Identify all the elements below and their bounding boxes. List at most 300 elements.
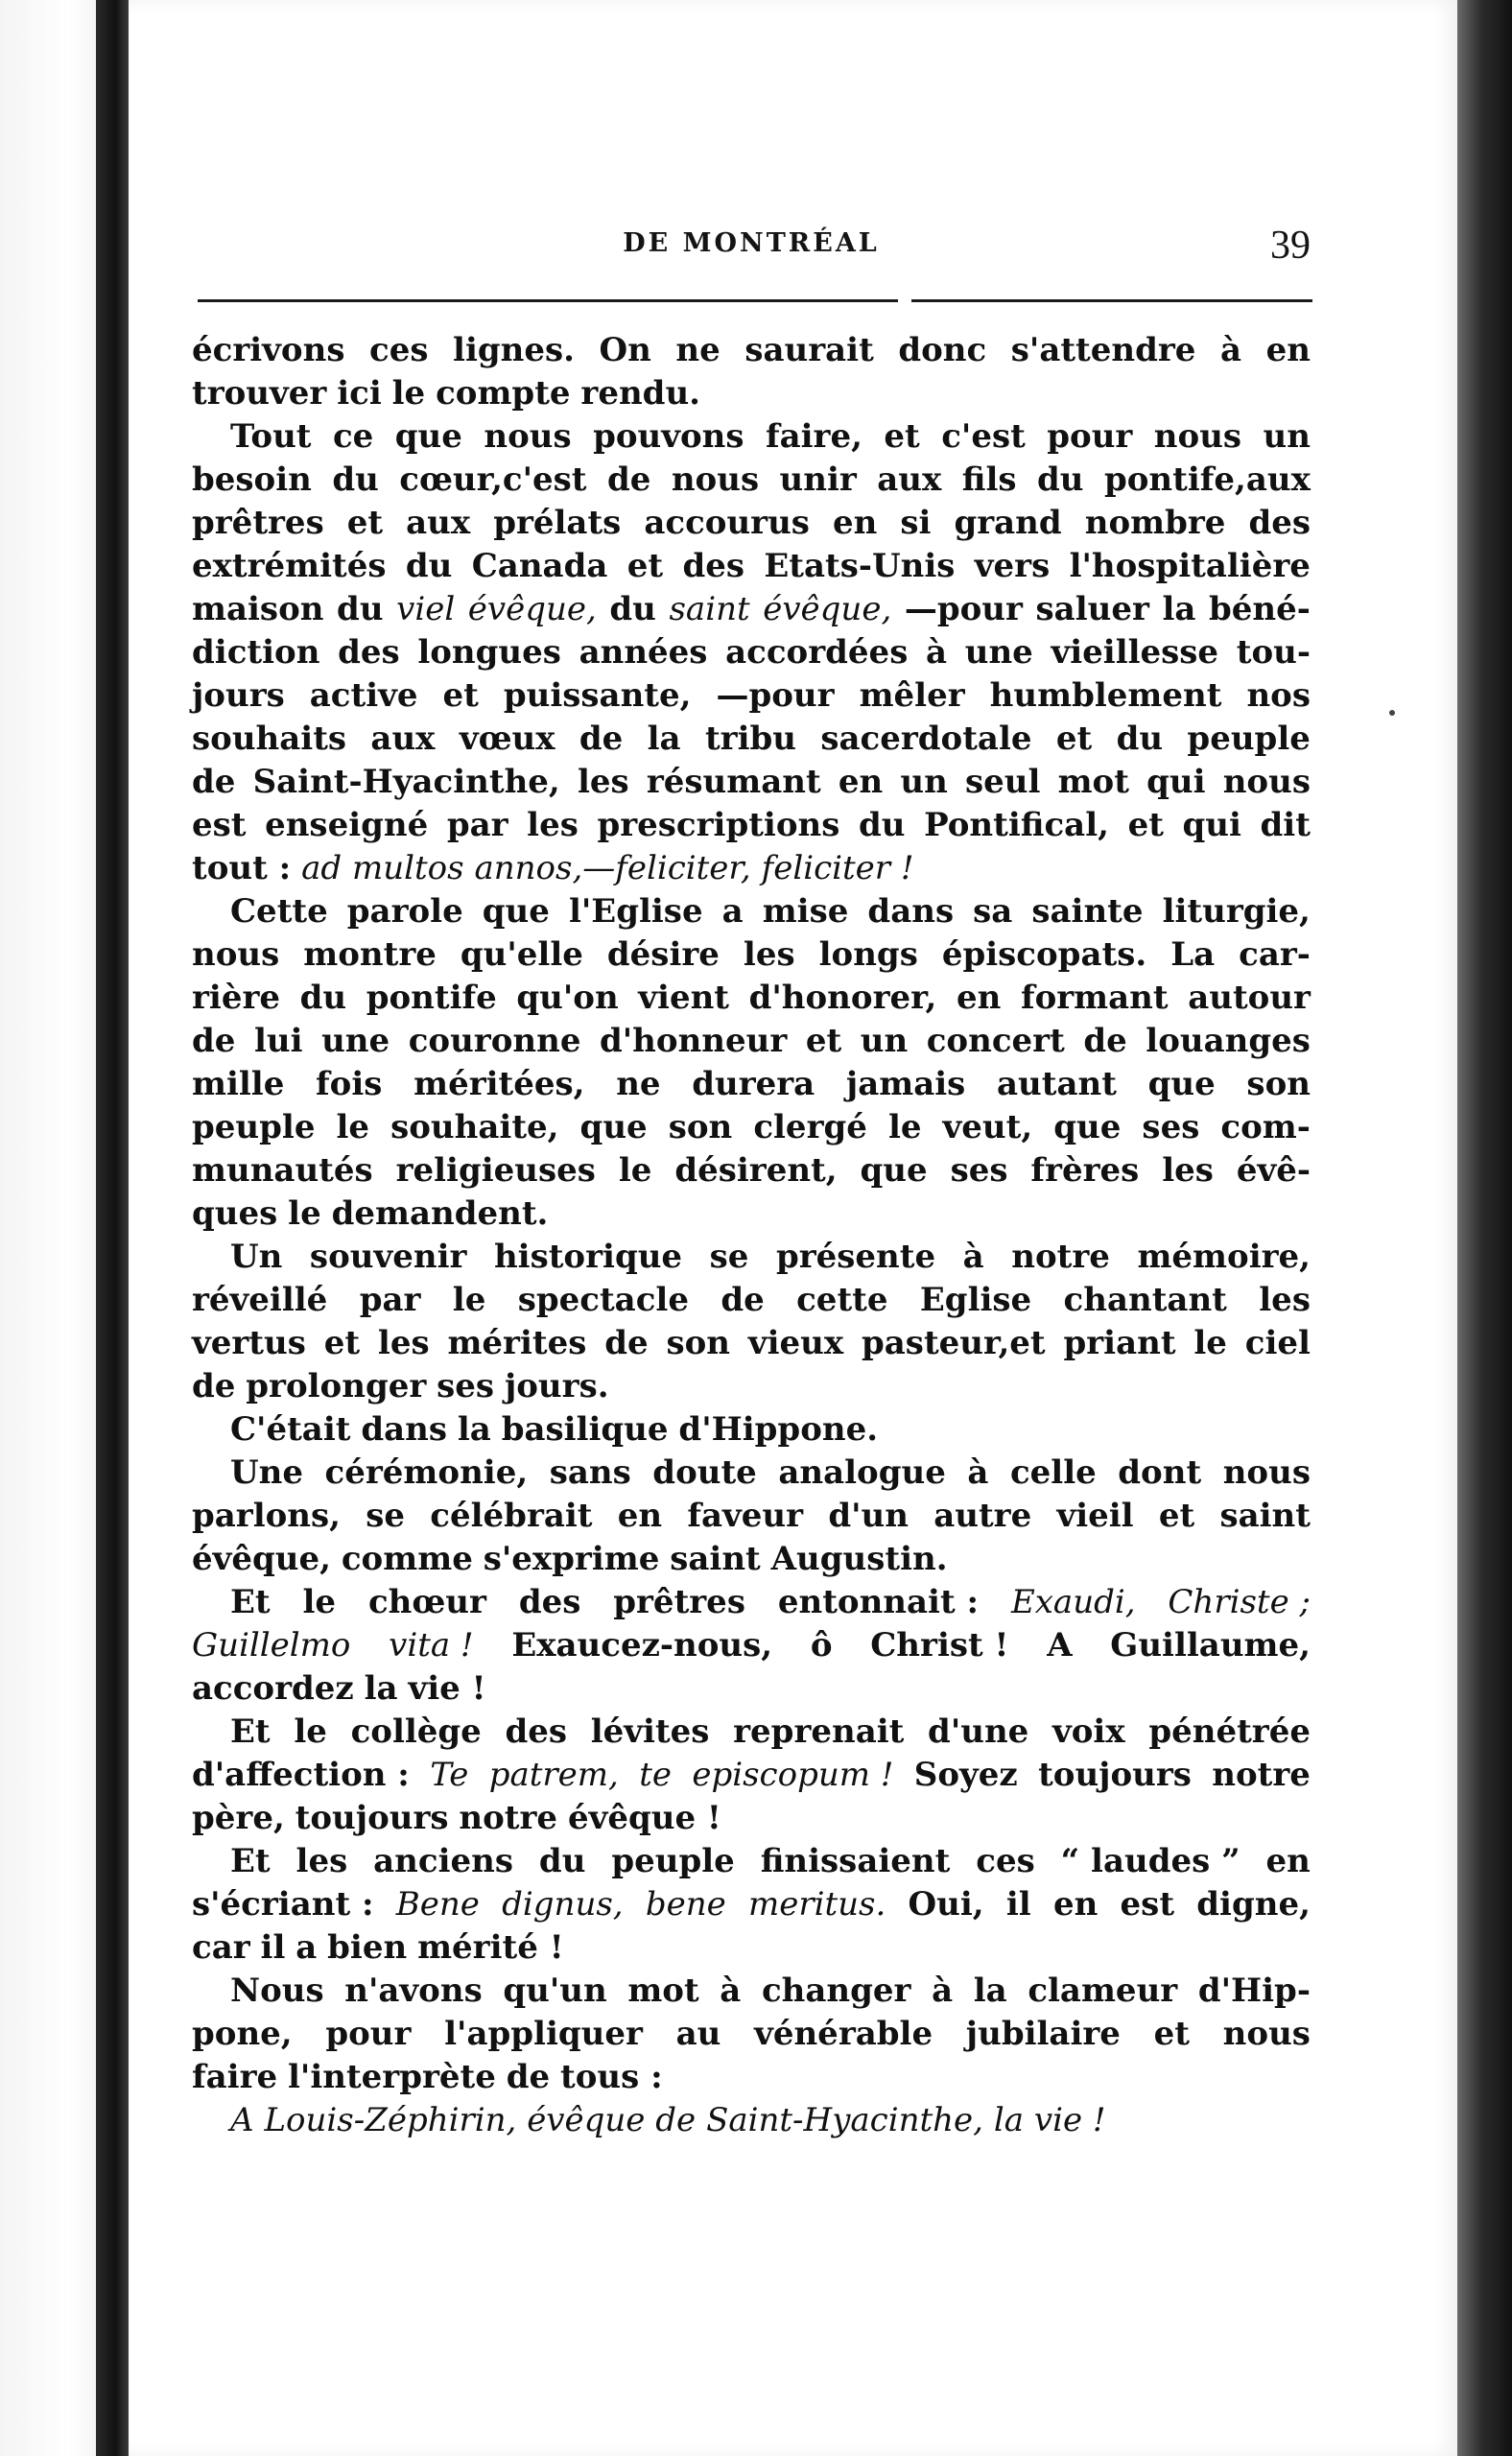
word: Et (230, 1712, 271, 1751)
word: tout : (192, 849, 292, 887)
word: en (617, 1497, 663, 1535)
word: sacerdotale (820, 720, 1032, 758)
word: mot (627, 1972, 699, 2010)
word: et (323, 1324, 361, 1362)
text-line (192, 415, 1311, 459)
word: du (538, 1842, 586, 1880)
word: les (1162, 1151, 1214, 1190)
word: notre (1212, 1756, 1311, 1794)
word: et (1153, 2015, 1190, 2053)
word: l'interprète (288, 2058, 496, 2096)
text-line (192, 545, 1311, 588)
word: dont (1118, 1453, 1202, 1492)
word: du (299, 979, 347, 1017)
text-line (192, 1581, 1311, 1624)
word: du (609, 590, 656, 628)
word: d'une (928, 1712, 1029, 1751)
word: digne, (1196, 1885, 1311, 1924)
word: père, (192, 1799, 285, 1837)
italic-word: dignus, (502, 1885, 624, 1924)
word: jubilaire (965, 2015, 1121, 2053)
word: comme (341, 1540, 473, 1578)
word: l'Eglise (568, 892, 703, 931)
word: Pontifical, (924, 806, 1109, 844)
text-line (192, 804, 1311, 847)
word: présente (775, 1238, 936, 1276)
word: de (192, 1367, 236, 1405)
word: pénétrée (1148, 1712, 1311, 1751)
word: vers (974, 547, 1051, 585)
word: saurait (744, 331, 874, 369)
text-line (192, 329, 1311, 372)
text-line (192, 1970, 1311, 2013)
word: A (1047, 1626, 1073, 1665)
page-header (192, 223, 1311, 280)
text-line (192, 761, 1311, 804)
word: le (887, 1108, 922, 1146)
word: d'un (828, 1497, 909, 1535)
italic-word: Louis-Zéphirin, (264, 2101, 517, 2139)
text-line (192, 1063, 1311, 1106)
word: compte (436, 374, 571, 413)
text-line (192, 1408, 1311, 1452)
word: il (1005, 1885, 1031, 1924)
word: par (359, 1281, 421, 1319)
word: du (1116, 720, 1164, 758)
word: vieillesse (1051, 633, 1219, 672)
word: nous (1222, 763, 1311, 801)
word: mérité ! (417, 1928, 564, 1967)
word: ô (810, 1626, 833, 1665)
word: de (192, 1022, 236, 1060)
word: liturgie, (1162, 892, 1311, 931)
word: souvenir (309, 1238, 467, 1276)
word: Et (230, 1842, 271, 1880)
text-line (192, 1365, 1311, 1408)
word: vénérable (754, 2015, 933, 2053)
word: de (579, 720, 624, 758)
word: s'écriant : (192, 1885, 374, 1924)
word: trouver (192, 374, 327, 413)
word: dans (361, 1410, 448, 1449)
word: se (366, 1497, 406, 1535)
word: et (346, 504, 384, 542)
word: concert (926, 1022, 1065, 1060)
word: le (294, 1712, 327, 1751)
word: notre (459, 1799, 558, 1837)
word: ces (976, 1842, 1035, 1880)
word: veut, (942, 1108, 1033, 1146)
book-gutter (96, 0, 129, 2456)
word: Christ ! (870, 1626, 1009, 1665)
word: que (860, 1151, 928, 1190)
word: tou- (1236, 633, 1311, 672)
word: par (446, 806, 508, 844)
word: fois (316, 1065, 383, 1103)
word: rière (192, 979, 281, 1017)
word: pour (325, 2015, 412, 2053)
word: qu'on (516, 979, 619, 1017)
word: Eglise (919, 1281, 1032, 1319)
word: mille (192, 1065, 285, 1103)
word: besoin (192, 460, 312, 499)
word: enseigné (265, 806, 429, 844)
word: cérémonie, (324, 1453, 529, 1492)
word: a (295, 1928, 318, 1967)
italic-word: annos,—feliciter, (474, 849, 751, 887)
text-line (192, 1797, 1311, 1840)
word: et (884, 417, 920, 456)
word: Canada (471, 547, 608, 585)
word: sans (549, 1453, 631, 1492)
text-line (192, 847, 1311, 890)
word: analogue (778, 1453, 946, 1492)
word: donc (898, 331, 987, 369)
word: d'affection : (192, 1756, 410, 1794)
word: réveillé (192, 1281, 328, 1319)
word: pontife,aux (1103, 460, 1311, 499)
word: montre (303, 935, 437, 974)
text-line (192, 977, 1311, 1020)
word: tribu (704, 720, 796, 758)
word: doute (652, 1453, 757, 1492)
word: entonnait : (777, 1583, 980, 1621)
word: faveur (687, 1497, 804, 1535)
word: la (647, 720, 681, 758)
word: de (606, 460, 651, 499)
word: s'exprime (483, 1540, 660, 1578)
word: nous (192, 935, 280, 974)
word: aux (406, 504, 471, 542)
word: autre (933, 1497, 1032, 1535)
text-line (192, 502, 1311, 545)
word: que (1147, 1065, 1216, 1103)
word: d'Hip- (1197, 1972, 1311, 2010)
word: ciel (1244, 1324, 1311, 1362)
text-line (192, 1020, 1311, 1063)
word: louanges (1146, 1022, 1311, 1060)
text-line (192, 1624, 1311, 1667)
word: saint (670, 1540, 761, 1578)
word: car- (1239, 935, 1311, 974)
word: en (957, 979, 1002, 1017)
word: sainte (1031, 892, 1144, 931)
italic-word: évêque (527, 2101, 646, 2139)
word: cœur,c'est (399, 460, 587, 499)
word: faire (192, 2058, 278, 2096)
running-head: DE MONTRÉAL (623, 228, 880, 258)
word: ses (950, 1151, 1008, 1190)
word: peuple (1187, 720, 1311, 758)
text-line (192, 933, 1311, 977)
word: accourus (644, 504, 810, 542)
word: nous (1153, 417, 1242, 456)
word: demandent. (331, 1194, 549, 1233)
word: com- (1220, 1108, 1311, 1146)
word: notre (1011, 1238, 1110, 1276)
word: couronne (408, 1022, 581, 1060)
word: anciens (373, 1842, 514, 1880)
word: les (743, 935, 795, 974)
page-number: 39 (1270, 224, 1311, 268)
word: se (709, 1238, 749, 1276)
word: priant (1063, 1324, 1176, 1362)
word: faire, (765, 417, 862, 456)
word: un (1263, 417, 1311, 456)
word: qu'elle (460, 935, 583, 974)
word: et (442, 676, 479, 715)
word: ses (437, 1367, 495, 1405)
word: changer (761, 1972, 911, 2010)
word: l'hospitalière (1069, 547, 1311, 585)
word: grand (954, 504, 1062, 542)
word: voix (1052, 1712, 1125, 1751)
text-line (192, 2099, 1311, 2142)
word: frères (1030, 1151, 1140, 1190)
word: autant (997, 1065, 1117, 1103)
word: puissante, (503, 676, 692, 715)
word: chantant (1063, 1281, 1227, 1319)
word: le (288, 1194, 321, 1233)
italic-word: saint (669, 590, 750, 628)
italic-word: patrem, (488, 1756, 619, 1794)
word: et (1158, 1497, 1195, 1535)
word: la (973, 1972, 1007, 2010)
word: son (1246, 1065, 1311, 1103)
italic-word: Saint-Hyacinthe, (706, 2101, 983, 2139)
word: pone, (192, 2015, 293, 2053)
word: à (720, 1972, 742, 2010)
word: a (721, 892, 744, 931)
word: bien (327, 1928, 408, 1967)
word: à (926, 633, 948, 672)
word: cette (796, 1281, 888, 1319)
word: qui (1146, 763, 1206, 801)
word: son (666, 1324, 731, 1362)
header-rule-right (911, 299, 1312, 302)
word: à (962, 1238, 984, 1276)
word: Et (230, 1583, 271, 1621)
word: Etats-Unis (764, 547, 956, 585)
italic-word: la (993, 2101, 1025, 2139)
word: Guillaume, (1110, 1626, 1311, 1665)
word: n'avons (344, 1972, 483, 2010)
word: vieux (747, 1324, 844, 1362)
word: religieuses (395, 1151, 596, 1190)
word: célébrait (430, 1497, 593, 1535)
text-line (192, 1926, 1311, 1970)
word: en (838, 763, 884, 801)
word: mise (762, 892, 849, 931)
word: jours. (504, 1367, 609, 1405)
word: toujours (295, 1799, 449, 1837)
word: ses (1142, 1108, 1200, 1146)
text-line (192, 1149, 1311, 1193)
word: du (337, 590, 384, 628)
word: prescriptions (597, 806, 840, 844)
text-line (192, 674, 1311, 718)
italic-word: Exaudi, (1010, 1583, 1136, 1621)
italic-word: feliciter ! (761, 849, 914, 887)
word: que (394, 417, 462, 456)
word: s'attendre (1010, 331, 1196, 369)
text-line (192, 588, 1311, 631)
word: Une (230, 1453, 304, 1492)
word: et (805, 1022, 842, 1060)
word: désire (606, 935, 720, 974)
word: durera (692, 1065, 815, 1103)
word: le (302, 1583, 337, 1621)
word: ces (369, 331, 429, 369)
word: la (457, 1410, 491, 1449)
word: pontife (366, 979, 497, 1017)
word: sa (973, 892, 1013, 931)
word: “ laudes ” (1060, 1842, 1240, 1880)
header-rule-left (198, 299, 898, 302)
word: des (1248, 504, 1311, 542)
text-line (192, 2056, 1311, 2099)
word: saint (1219, 1497, 1311, 1535)
word: ici (337, 374, 382, 413)
word: épiscopats. (941, 935, 1147, 974)
word: les (577, 763, 629, 801)
word: aux (370, 720, 436, 758)
word: car (192, 1928, 250, 1967)
word: parole (346, 892, 463, 931)
text-line (192, 1236, 1311, 1279)
word: prolonger (246, 1367, 427, 1405)
word: du (405, 547, 453, 585)
word: toujours (1038, 1756, 1192, 1794)
word: des (338, 633, 400, 672)
word: dit (1260, 806, 1311, 844)
word: d'honorer, (748, 979, 937, 1017)
word: est (192, 806, 247, 844)
word: clergé (753, 1108, 867, 1146)
word: longs (818, 935, 918, 974)
word: Augustin. (770, 1540, 948, 1578)
word: il (260, 1928, 286, 1967)
word: l'appliquer (444, 2015, 643, 2053)
word: prêtres (613, 1583, 745, 1621)
word: un (860, 1022, 909, 1060)
word: chœur (367, 1583, 486, 1621)
word: clameur (1028, 1972, 1178, 2010)
word: du (1037, 460, 1084, 499)
word: que (1053, 1108, 1122, 1146)
word: Cette (230, 892, 328, 931)
word: saluer (1035, 590, 1149, 628)
word: On (599, 331, 651, 369)
word: béné- (1208, 590, 1311, 628)
word: souhaits (192, 720, 347, 758)
text-line (192, 718, 1311, 761)
word: vient (638, 979, 729, 1017)
word: ques (192, 1194, 278, 1233)
word: jamais (845, 1065, 966, 1103)
word: des (505, 1712, 568, 1751)
word: au (675, 2015, 721, 2053)
word: que (482, 892, 550, 931)
word: qui (1182, 806, 1241, 844)
text-line (192, 1883, 1311, 1926)
word: pasteur,et (862, 1324, 1046, 1362)
word: vie ! (408, 1669, 486, 1708)
word: ce (332, 417, 374, 456)
word: vieil (1056, 1497, 1134, 1535)
word: pour (1047, 417, 1133, 456)
word: C'était (230, 1410, 351, 1449)
word: de (506, 2058, 551, 2096)
word: du (858, 806, 906, 844)
word: les (377, 1324, 430, 1362)
word: —pour (716, 676, 835, 715)
word: mêler (859, 676, 965, 715)
word: —pour (904, 590, 1023, 628)
word: vertus (192, 1324, 306, 1362)
word: est (1120, 1885, 1175, 1924)
word: nos (1246, 676, 1311, 715)
word: des (682, 547, 745, 585)
word: ne (616, 1065, 661, 1103)
word: d'Hippone. (678, 1410, 879, 1449)
word: parlons, (192, 1497, 342, 1535)
word: lévites (590, 1712, 710, 1751)
word: jours (192, 676, 285, 715)
italic-word: Te (430, 1756, 469, 1794)
word: Soyez (913, 1756, 1018, 1794)
word: Tout (230, 417, 312, 456)
word: à (967, 1453, 989, 1492)
italic-word: Christe ; (1168, 1583, 1311, 1621)
word: écrivons (192, 331, 345, 369)
text-line (192, 1193, 1311, 1236)
text-line (192, 631, 1311, 674)
word: et (1127, 806, 1164, 844)
word: maison (192, 590, 324, 628)
word: du (332, 460, 379, 499)
word: accordez (192, 1669, 354, 1708)
word: prêtres (192, 504, 324, 542)
word: nous (671, 460, 760, 499)
italic-word: ad (301, 849, 343, 887)
word: les (295, 1842, 348, 1880)
word: lignes. (453, 331, 575, 369)
word: qu'un (503, 1972, 607, 2010)
italic-word: évêque, (763, 590, 892, 628)
word: Oui, (908, 1885, 984, 1924)
word: évêque, (192, 1540, 331, 1578)
word: évêque ! (567, 1799, 721, 1837)
word: finissaient (760, 1842, 951, 1880)
page-edge-shadow (1457, 0, 1512, 2456)
body-text (192, 329, 1311, 2142)
word: Nous (230, 1972, 324, 2010)
word: Un (230, 1238, 283, 1276)
italic-word: évêque, (467, 590, 597, 628)
word: années (579, 633, 708, 672)
word: le (618, 1151, 652, 1190)
word: vœux (459, 720, 555, 758)
word: seul (964, 763, 1041, 801)
word: collège (350, 1712, 482, 1751)
italic-word: te (639, 1756, 672, 1794)
word: diction (192, 633, 320, 672)
word: tous : (560, 2058, 663, 2096)
word: nombre (1084, 504, 1226, 542)
word: de (604, 1324, 649, 1362)
word: et (626, 547, 664, 585)
